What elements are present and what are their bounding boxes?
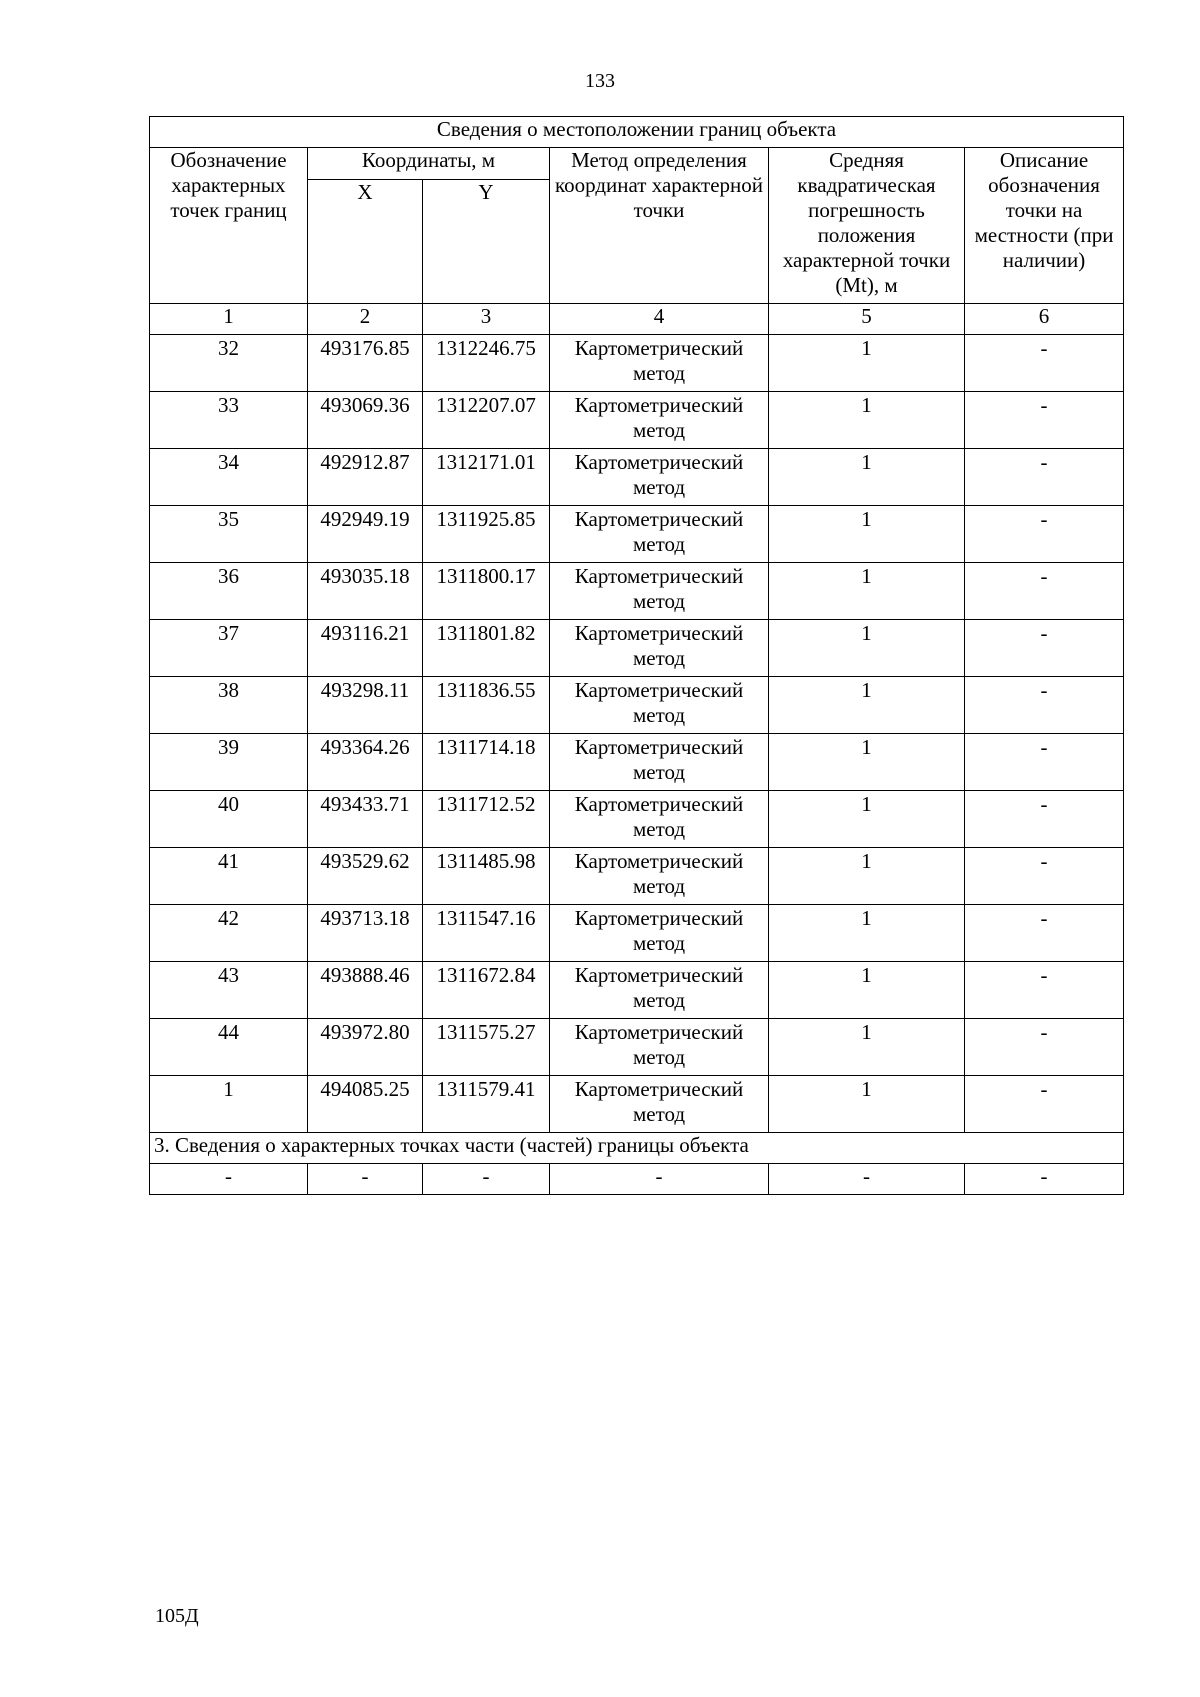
point-cell: 38 (150, 677, 308, 734)
y-coordinate-cell: 1312171.01 (423, 449, 550, 506)
column-number: 1 (150, 304, 308, 335)
point-cell: 1 (150, 1076, 308, 1133)
description-cell: - (965, 962, 1124, 1019)
header-method: Метод определения координат характерной точки (550, 148, 769, 304)
column-numbers-row (150, 304, 1124, 335)
y-coordinate-cell: 1311836.55 (423, 677, 550, 734)
method-cell: Картометрический метод (550, 905, 769, 962)
y-coordinate-cell: 1311712.52 (423, 791, 550, 848)
y-coordinate-cell: 1311801.82 (423, 620, 550, 677)
description-cell: - (965, 335, 1124, 392)
column-number: 4 (550, 304, 769, 335)
table-row (150, 791, 1124, 848)
method-cell: Картометрический метод (550, 449, 769, 506)
x-coordinate-cell: 493529.62 (308, 848, 423, 905)
point-cell: 42 (150, 905, 308, 962)
description-cell: - (965, 392, 1124, 449)
method-cell: Картометрический метод (550, 392, 769, 449)
point-cell: 33 (150, 392, 308, 449)
table-row (150, 563, 1124, 620)
x-coordinate-cell: 493972.80 (308, 1019, 423, 1076)
description-cell: - (965, 563, 1124, 620)
header-x: X (308, 180, 423, 304)
error-cell: 1 (769, 791, 965, 848)
description-cell: - (965, 734, 1124, 791)
y-coordinate-cell: 1312246.75 (423, 335, 550, 392)
method-cell: Картометрический метод (550, 962, 769, 1019)
error-cell: 1 (769, 734, 965, 791)
y-coordinate-cell: 1311925.85 (423, 506, 550, 563)
column-number: 5 (769, 304, 965, 335)
error-cell: 1 (769, 962, 965, 1019)
point-cell: 36 (150, 563, 308, 620)
y-coordinate-cell: 1311672.84 (423, 962, 550, 1019)
error-cell: 1 (769, 905, 965, 962)
table-row (150, 392, 1124, 449)
table-row (150, 1019, 1124, 1076)
error-cell: 1 (769, 848, 965, 905)
y-coordinate-cell: 1311575.27 (423, 1019, 550, 1076)
y-coordinate-cell: 1311485.98 (423, 848, 550, 905)
x-coordinate-cell: 492949.19 (308, 506, 423, 563)
header-description: Описание обозначения точки на местности (при наличии) (965, 148, 1124, 304)
x-coordinate-cell: 493035.18 (308, 563, 423, 620)
description-cell: - (965, 1019, 1124, 1076)
point-cell: 32 (150, 335, 308, 392)
x-coordinate-cell: 493888.46 (308, 962, 423, 1019)
error-cell: 1 (769, 563, 965, 620)
header-coordinates: Координаты, м (308, 148, 550, 180)
y-coordinate-cell: 1311714.18 (423, 734, 550, 791)
column-number: 6 (965, 304, 1124, 335)
section-3-cell: - (550, 1164, 769, 1195)
y-coordinate-cell: 1311547.16 (423, 905, 550, 962)
method-cell: Картометрический метод (550, 335, 769, 392)
point-cell: 37 (150, 620, 308, 677)
point-cell: 44 (150, 1019, 308, 1076)
x-coordinate-cell: 493713.18 (308, 905, 423, 962)
method-cell: Картометрический метод (550, 563, 769, 620)
x-coordinate-cell: 493298.11 (308, 677, 423, 734)
column-number: 3 (423, 304, 550, 335)
error-cell: 1 (769, 506, 965, 563)
table-row (150, 1076, 1124, 1133)
section-3-cell: - (769, 1164, 965, 1195)
description-cell: - (965, 905, 1124, 962)
description-cell: - (965, 848, 1124, 905)
error-cell: 1 (769, 335, 965, 392)
error-cell: 1 (769, 449, 965, 506)
description-cell: - (965, 449, 1124, 506)
section-3-row (150, 1164, 1124, 1195)
method-cell: Картометрический метод (550, 506, 769, 563)
point-cell: 35 (150, 506, 308, 563)
table-row (150, 734, 1124, 791)
page-number: 133 (585, 70, 615, 92)
table-row (150, 848, 1124, 905)
description-cell: - (965, 1076, 1124, 1133)
boundary-coordinates-table (149, 116, 1124, 1195)
point-cell: 40 (150, 791, 308, 848)
description-cell: - (965, 620, 1124, 677)
method-cell: Картометрический метод (550, 791, 769, 848)
x-coordinate-cell: 494085.25 (308, 1076, 423, 1133)
method-cell: Картометрический метод (550, 1076, 769, 1133)
table-row (150, 905, 1124, 962)
section-3-cell: - (150, 1164, 308, 1195)
section-3-cell: - (308, 1164, 423, 1195)
header-y: Y (423, 180, 550, 304)
error-cell: 1 (769, 392, 965, 449)
error-cell: 1 (769, 677, 965, 734)
section-3-title: 3. Сведения о характерных точках части (частей) границы объекта (150, 1133, 1124, 1164)
error-cell: 1 (769, 1076, 965, 1133)
error-cell: 1 (769, 1019, 965, 1076)
table-row (150, 677, 1124, 734)
section-3-cell: - (423, 1164, 550, 1195)
point-cell: 34 (150, 449, 308, 506)
method-cell: Картометрический метод (550, 848, 769, 905)
error-cell: 1 (769, 620, 965, 677)
header-error: Средняя квадратическая погрешность положения характерной точки (Mt), м (769, 148, 965, 304)
x-coordinate-cell: 493116.21 (308, 620, 423, 677)
table-title: Сведения о местоположении границ объекта (150, 117, 1124, 148)
table-row (150, 335, 1124, 392)
y-coordinate-cell: 1311579.41 (423, 1076, 550, 1133)
table-row (150, 506, 1124, 563)
description-cell: - (965, 677, 1124, 734)
x-coordinate-cell: 493069.36 (308, 392, 423, 449)
x-coordinate-cell: 493433.71 (308, 791, 423, 848)
method-cell: Картометрический метод (550, 734, 769, 791)
point-cell: 43 (150, 962, 308, 1019)
description-cell: - (965, 506, 1124, 563)
x-coordinate-cell: 493364.26 (308, 734, 423, 791)
section-3-cell: - (965, 1164, 1124, 1195)
description-cell: - (965, 791, 1124, 848)
y-coordinate-cell: 1312207.07 (423, 392, 550, 449)
table-row (150, 620, 1124, 677)
table-row (150, 449, 1124, 506)
footer-code: 105Д (155, 1605, 199, 1627)
header-point: Обозначение характерных точек границ (150, 148, 308, 304)
y-coordinate-cell: 1311800.17 (423, 563, 550, 620)
table-row (150, 962, 1124, 1019)
method-cell: Картометрический метод (550, 620, 769, 677)
method-cell: Картометрический метод (550, 677, 769, 734)
method-cell: Картометрический метод (550, 1019, 769, 1076)
column-number: 2 (308, 304, 423, 335)
x-coordinate-cell: 493176.85 (308, 335, 423, 392)
point-cell: 39 (150, 734, 308, 791)
x-coordinate-cell: 492912.87 (308, 449, 423, 506)
point-cell: 41 (150, 848, 308, 905)
